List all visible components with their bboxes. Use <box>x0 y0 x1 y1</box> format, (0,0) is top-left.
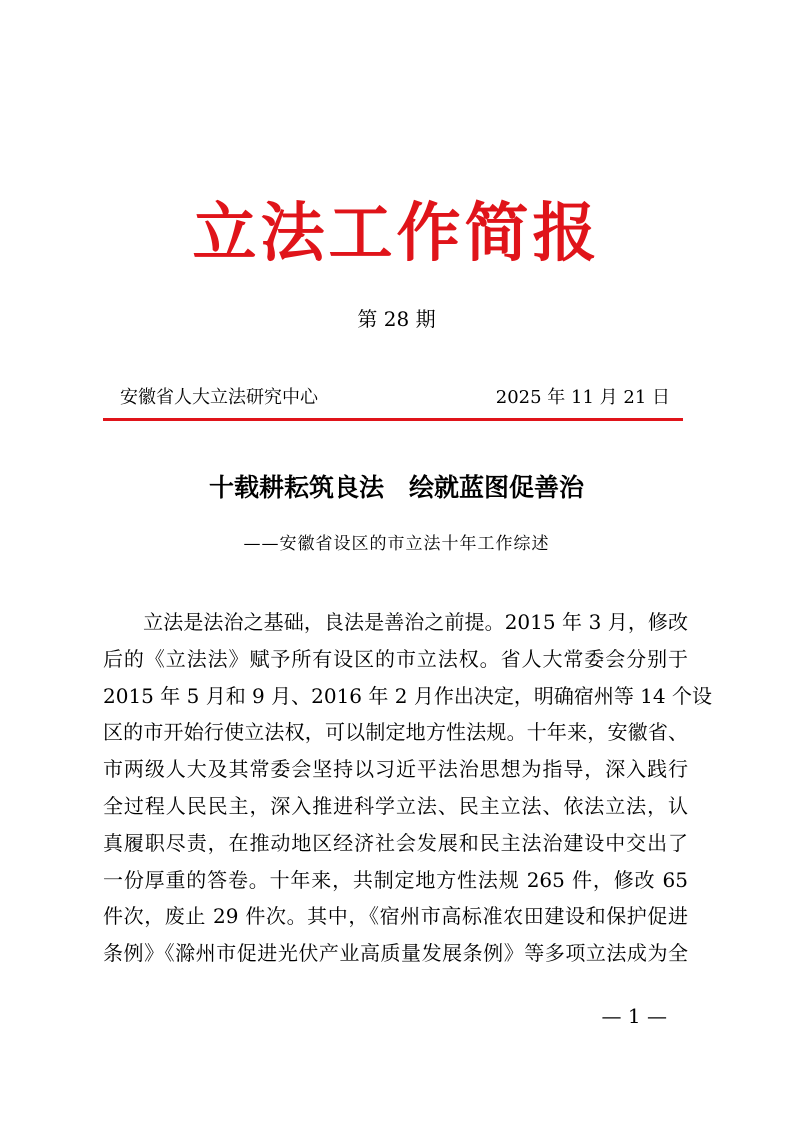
body-line: 全过程人民民主，深入推进科学立法、民主立法、依法立法，认 <box>103 793 688 818</box>
article-headline: 十载耕耘筑良法 绘就蓝图促善治 <box>208 473 584 502</box>
issue-number: 第 28 期 <box>357 307 436 331</box>
body-line: 一份厚重的答卷。十年来，共制定地方性法规 265 件，修改 65 <box>103 867 688 892</box>
article-subtitle: ——安徽省设区的市立法十年工作综述 <box>243 534 550 554</box>
masthead-title: 立法工作简报 <box>192 196 601 271</box>
issue-date: 2025 年 11 月 21 日 <box>495 387 670 408</box>
body-line: 条例》《滁州市促进光伏产业高质量发展条例》等多项立法成为全 <box>103 941 688 966</box>
red-divider <box>103 418 683 421</box>
body-line: 市两级人大及其常委会坚持以习近平法治思想为指导，深入践行 <box>103 757 688 782</box>
body-line: 立法是法治之基础，良法是善治之前提。2015 年 3 月，修改 <box>103 610 688 634</box>
page-number: — 1 — <box>601 1004 667 1028</box>
body-line: 真履职尽责，在推动地区经济社会发展和民主法治建设中交出了 <box>103 830 688 855</box>
body-line: 件次，废止 29 件次。其中，《宿州市高标准农田建设和保护促进 <box>103 904 688 929</box>
body-line: 2015 年 5 月和 9 月、2016 年 2 月作出决定，明确宿州等 14 个设 <box>103 683 712 708</box>
body-line: 区的市开始行使立法权，可以制定地方性法规。十年来，安徽省、 <box>103 720 688 745</box>
issuer-name: 安徽省人大立法研究中心 <box>120 387 318 408</box>
body-line: 后的《立法法》赋予所有设区的市立法权。省人大常委会分别于 <box>103 646 688 671</box>
article-body <box>103 604 712 972</box>
